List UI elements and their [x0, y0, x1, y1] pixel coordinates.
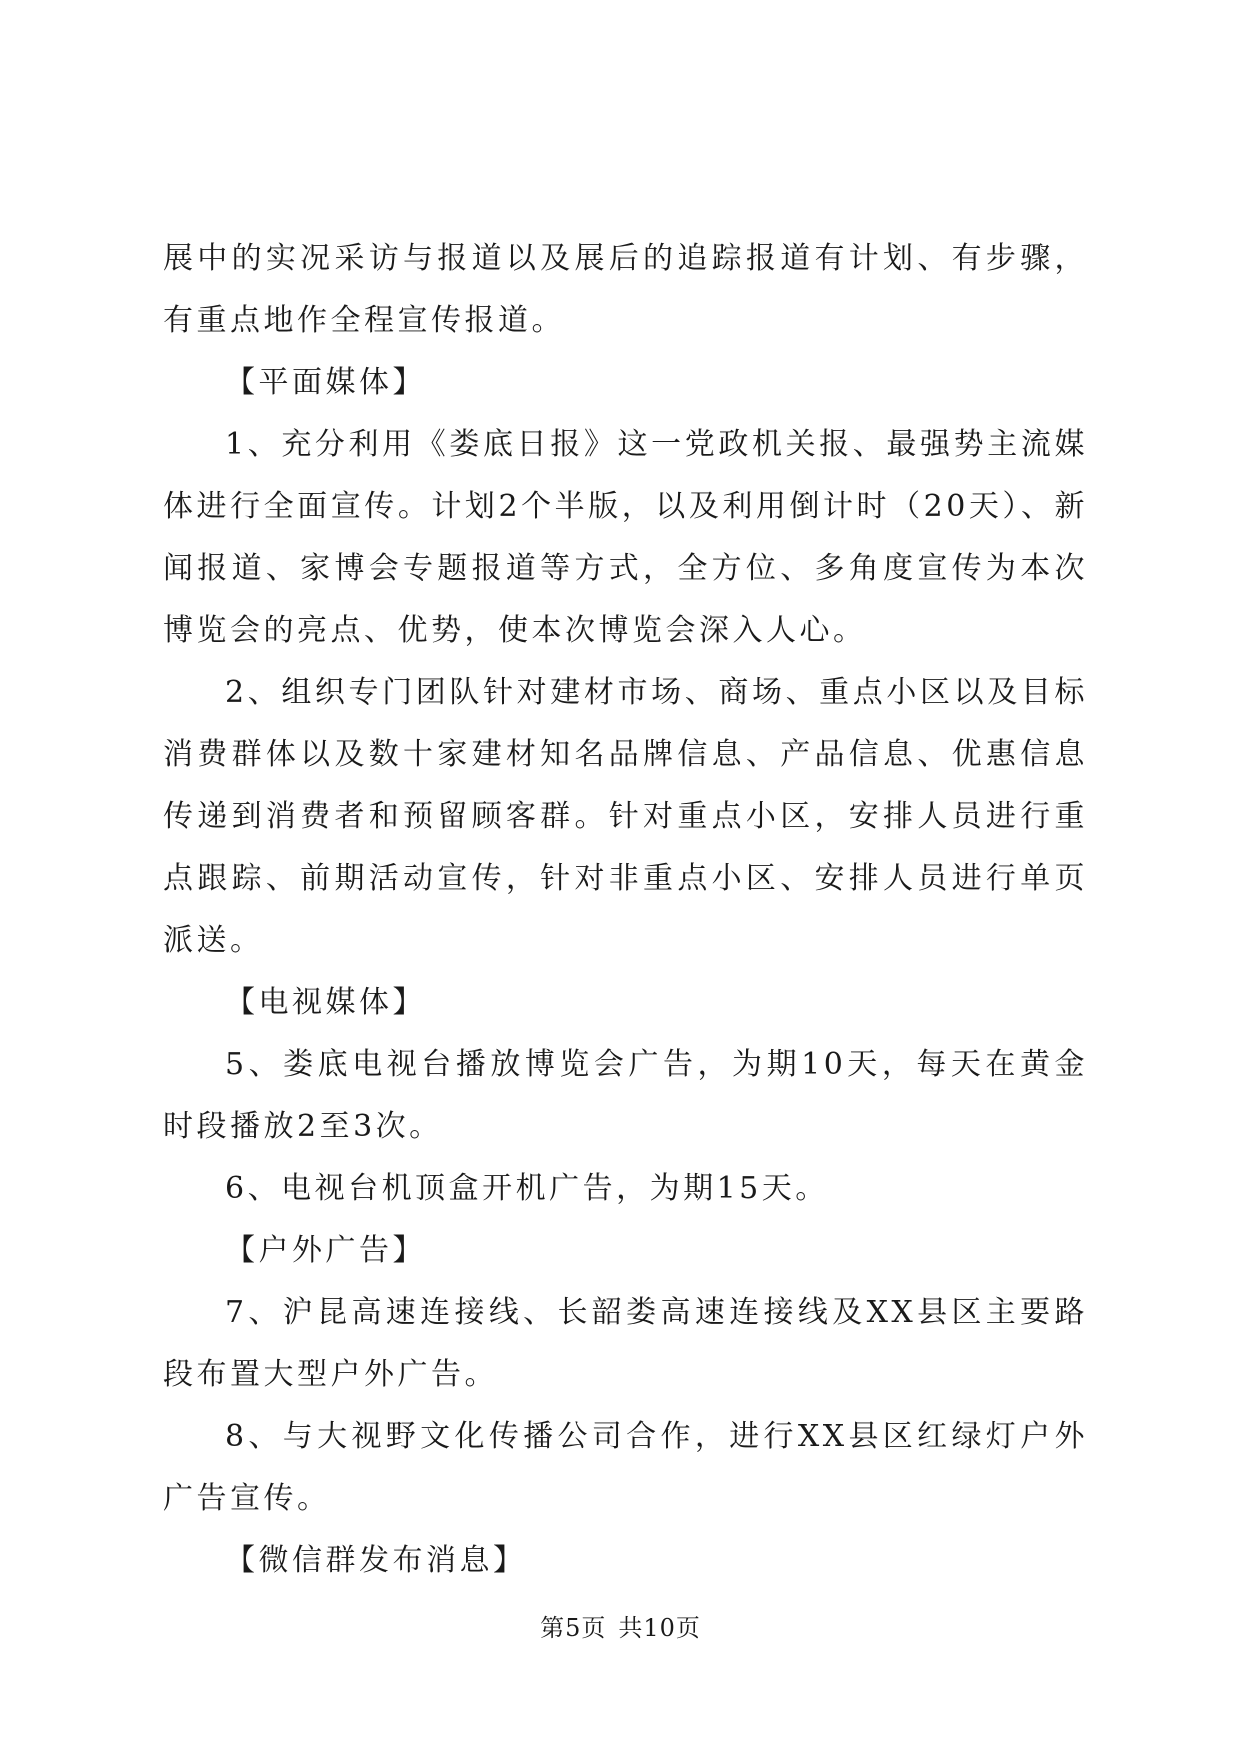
section-heading-outdoor-ads: 【户外广告】 — [225, 1233, 426, 1268]
paragraph: 6、电视台机顶盒开机广告，为期15天。 — [225, 1171, 829, 1206]
paragraph: 展中的实况采访与报道以及展后的追踪报道有计划、有步骤，有重点地作全程宣传报道。 — [163, 241, 1088, 338]
section-heading-print-media: 【平面媒体】 — [225, 365, 426, 400]
paragraph: 2、组织专门团队针对建材市场、商场、重点小区以及目标消费群体以及数十家建材知名品牌信息、产品信息、优惠信息传递到消费者和预留顾客群。针对重点小区，安排人员进行重点跟踪、前期活动宣传，针对非重点小区、安排人员进行单页派送。 — [163, 675, 1088, 958]
page-total: 共10页 — [618, 1614, 701, 1642]
paragraph: 5、娄底电视台播放博览会广告，为期10天，每天在黄金时段播放2至3次。 — [163, 1047, 1088, 1144]
page-number: 第5页 — [540, 1614, 607, 1642]
section-heading-tv-media: 【电视媒体】 — [225, 985, 426, 1020]
page-footer — [0, 1608, 1241, 1643]
document-body — [163, 228, 1088, 1592]
section-heading-wechat: 【微信群发布消息】 — [225, 1543, 527, 1578]
paragraph: 7、沪昆高速连接线、长韶娄高速连接线及XX县区主要路段布置大型户外广告。 — [163, 1295, 1088, 1392]
paragraph: 1、充分利用《娄底日报》这一党政机关报、最强势主流媒体进行全面宣传。计划2个半版，以及利用倒计时（20天）、新闻报道、家博会专题报道等方式，全方位、多角度宣传为本次博览会的亮点、优势，使本次博览会深入人心。 — [163, 427, 1088, 648]
paragraph: 8、与大视野文化传播公司合作，进行XX县区红绿灯户外广告宣传。 — [163, 1419, 1088, 1516]
